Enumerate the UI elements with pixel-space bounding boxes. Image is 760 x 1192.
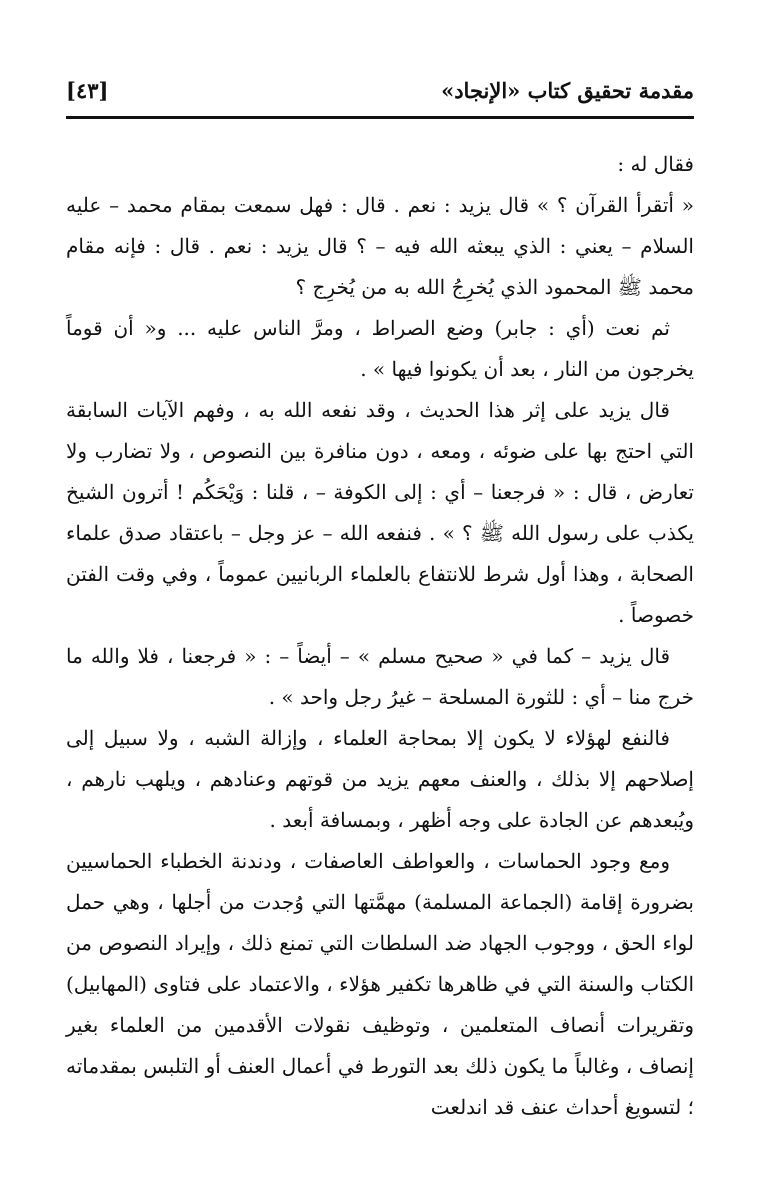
header-title: مقدمة تحقيق كتاب «الإنجاد» [441, 78, 694, 103]
header-rule [66, 116, 694, 119]
running-header [66, 78, 694, 112]
page-number: [٤٣] [66, 78, 109, 103]
paragraph-intro: فقال له : [617, 152, 694, 176]
paragraph: ومع وجود الحماسات ، والعواطف العاصفات ، ودندنة الخطباء الحماسيين بضرورة إقامة (الجماعة المسلمة) مهمَّتها التي وُجدت من أجلها ، وهي حمل لواء الحق ، ووجوب الجهاد ضد السلطات التي تمنع ذلك ، وإيراد النصوص من الكتاب والسنة التي في ظاهرها تكفير هؤلاء ، والاعتماد على فتاوى (المهابيل) وتقريرات أنصاف المتعلمين ، وتوظيف نقولات الأقدمين من العلماء بغير إنصاف ، وغالباً ما يكون ذلك بعد التورط في أعمال العنف أو التلبس بمقدماته ؛ لتسويغ أحداث عنف قد اندلعت [66, 849, 694, 1119]
paragraph: فالنفع لهؤلاء لا يكون إلا بمحاجة العلماء ، وإزالة الشبه ، ولا سبيل إلى إصلاحهم إلا بذلك ، والعنف معهم يزيد من قوتهم وعنادهم ، ويلهب نارهم ، ويُبعدهم عن الجادة على وجه أظهر ، وبمسافة أبعد . [66, 726, 694, 832]
paragraph: قال يزيد – كما في « صحيح مسلم » – أيضاً – : « فرجعنا ، فلا والله ما خرج منا – أي : للثورة المسلحة – غيرُ رجل واحد » . [66, 644, 694, 709]
paragraph-quote: « أتقرأ القرآن ؟ » قال يزيد : نعم . قال : فهل سمعت بمقام محمد – عليه السلام – يعني : الذي يبعثه الله فيه – ؟ قال يزيد : نعم . قال : فإنه مقام محمد ﷺ المحمود الذي يُخرِجُ الله به من يُخرِج ؟ [66, 193, 694, 299]
paragraph: قال يزيد على إثر هذا الحديث ، وقد نفعه الله به ، وفهم الآيات السابقة التي احتج بها على ضوئه ، ومعه ، دون منافرة بين النصوص ، ولا تضارب ولا تعارض ، قال : « فرجعنا – أي : إلى الكوفة – ، قلنا : وَيْحَكُم ! أترون الشيخ يكذب على رسول الله ﷺ ؟ » . فنفعه الله – عز وجل – باعتقاد صدق علماء الصحابة ، وهذا أول شرط للانتفاع بالعلماء الربانيين عموماً ، وفي وقت الفتن خصوصاً . [66, 398, 694, 627]
paragraph: ثم نعت (أي : جابر) وضع الصراط ، ومرَّ الناس عليه ... و« أن قوماً يخرجون من النار ، بعد أن يكونوا فيها » . [66, 316, 694, 381]
body-text [66, 144, 694, 1128]
